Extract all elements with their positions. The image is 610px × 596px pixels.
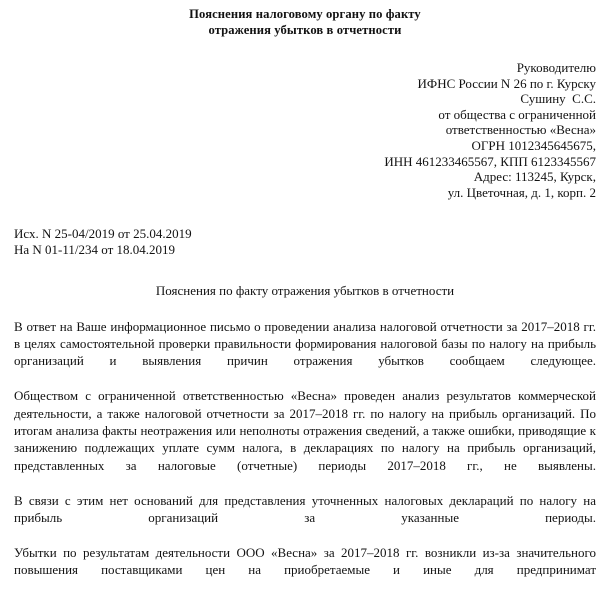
addressee-line-recipient-name: Сушину С.С.: [520, 91, 596, 107]
body-paragraph-2: Обществом с ограниченной ответственностью «Весна» проведен анализ результатов коммерческой деятельности, а также налоговой отчетности за 2017–2018 гг. по налогу на прибыль организаций. По итогам анализа факты неотражения или неполноты отражения сведений, а также ошибки, приводящие к занижению подлежащих уплате сумм налога, в декларациях по налогу на прибыль организаций, представленных за налоговые (отчетные) периоды 2017–2018 гг., не выявлены.: [14, 388, 596, 473]
addressee-line-recipient-role: Руководителю: [516, 60, 596, 75]
document-title-line-2: отражения убытков в отчетности: [208, 23, 402, 37]
document-title-line-1: Пояснения налоговому органу по факту: [189, 7, 421, 21]
addressee-line-sender-org-1: от общества с ограниченной: [438, 106, 596, 122]
addressee-line-sender-org-2: ответственностью «Весна»: [445, 122, 596, 138]
addressee-line-address-1: Адрес: 113245, Курск,: [473, 169, 596, 185]
document-title: [14, 0, 596, 38]
addressee-line-inn-kpp: ИНН 461233465567, КПП 6123345567: [384, 153, 596, 169]
body-paragraph-3: В связи с этим нет оснований для представления уточненных налоговых деклараций по налогу на прибыль организаций за указанные периоды.: [14, 492, 596, 525]
document-subtitle: Пояснения по факту отражения убытков в отчетности: [155, 282, 455, 298]
addressee-block: [14, 60, 596, 200]
body-paragraph-4: Убытки по результатам деятельности ООО «Весна» за 2017–2018 гг. возникли из-за значительного повышения поставщиками цен на приобретаемые и иные для предпринимат: [14, 544, 596, 578]
reference-outgoing: Исх. N 25-04/2019 от 25.04.2019: [14, 226, 192, 242]
addressee-line-tax-office: ИФНС России N 26 по г. Курску: [417, 75, 596, 91]
body-paragraph-1: В ответ на Ваше информационное письмо о проведении анализа налоговой отчетности за 2017–2018 гг. в целях самостоятельной проверки правильности формирования налоговой базы по налогу на прибыль организаций и выявления причин отражения убытков сообщаем следующее.: [14, 318, 596, 369]
document-body: [14, 318, 596, 596]
reference-incoming: На N 01-11/234 от 18.04.2019: [14, 241, 176, 257]
addressee-line-address-2: ул. Цветочная, д. 1, корп. 2: [447, 184, 596, 200]
reference-numbers-block: [14, 226, 596, 257]
addressee-line-ogrn: ОГРН 1012345645675,: [471, 137, 596, 153]
